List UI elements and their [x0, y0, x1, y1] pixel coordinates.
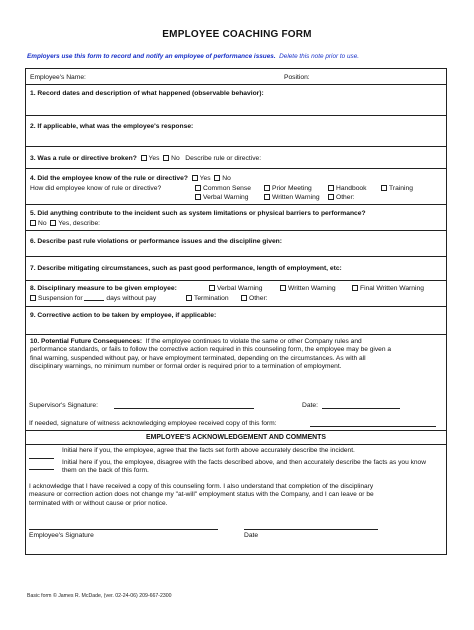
initial-disagree-line-2: them on the back of this form.	[62, 467, 149, 475]
q4-how-line	[30, 184, 161, 193]
question-6-label: 6. Describe past rule violations or performance issues and the discipline given:	[30, 238, 282, 245]
question-6-row[interactable]	[26, 231, 446, 257]
question-1-label: 1. Record dates and description of what happened (observable behavior):	[30, 90, 264, 97]
employee-date-label: Date	[244, 532, 259, 539]
initial-agree-line[interactable]	[29, 458, 54, 459]
employee-signature-label: Employee's Signature	[29, 532, 94, 539]
witness-signature-label: If needed, signature of witness acknowledging employee received copy of this form:	[29, 420, 277, 427]
q4-training-checkbox[interactable]	[381, 185, 387, 191]
ack-section	[26, 430, 446, 555]
supervisor-signature-label: Supervisor's Signature:	[29, 402, 98, 409]
q8-written-warning-label: Written Warning	[288, 285, 336, 292]
q3-yes-checkbox[interactable]	[141, 155, 147, 161]
q5-no-label: No	[38, 220, 47, 227]
q3-yes-label: Yes	[148, 155, 160, 162]
q8-written-warning-checkbox[interactable]	[280, 285, 286, 291]
q10-line-4: disciplinary warnings, no minimum number or formal order is required prior to a termination of employment.	[30, 363, 342, 371]
q8-final-written-warning-checkbox[interactable]	[352, 285, 358, 291]
q4-training-label: Training	[389, 185, 413, 192]
ack-heading: EMPLOYEE'S ACKNOWLEDGEMENT AND COMMENTS	[146, 434, 326, 441]
employee-info-row	[26, 69, 446, 85]
q4-prior-meeting-label: Prior Meeting	[272, 185, 312, 192]
ack-statement-line-3: terminated with or without cause or prior notice.	[29, 499, 168, 507]
witness-signature-line[interactable]	[310, 426, 436, 427]
supervisor-signature-line[interactable]	[114, 408, 254, 409]
usage-note-bold: Employers use this form to record and notify an employee of performance issues.	[27, 53, 276, 60]
q5-yes-label[interactable]: Yes, describe:	[58, 220, 101, 227]
q3-describe-label[interactable]: Describe rule or directive:	[185, 155, 262, 162]
ack-statement-line-2: measure or correction action does not change my "at-will" employment status with the Company, and I can leave or be	[29, 491, 374, 499]
initial-disagree-text	[62, 459, 446, 476]
q8-verbal-warning-label: Verbal Warning	[217, 285, 263, 292]
q8-suspension-checkbox[interactable]	[30, 295, 36, 301]
q4-yes-label: Yes	[199, 175, 211, 182]
question-4-row	[26, 169, 446, 205]
question-5-row	[26, 205, 446, 231]
q4-written-warning-checkbox[interactable]	[264, 194, 270, 200]
q3-no-checkbox[interactable]	[163, 155, 169, 161]
question-8-label: 8. Disciplinary measure to be given employee:	[30, 285, 177, 292]
form-title: EMPLOYEE COACHING FORM	[162, 29, 312, 40]
q8-days-input[interactable]	[84, 300, 104, 301]
q4-verbal-warning-checkbox[interactable]	[195, 194, 201, 200]
q4-verbal-warning-label: Verbal Warning	[203, 194, 249, 201]
q8-days-label: days without pay	[106, 295, 157, 302]
initial-disagree-line[interactable]	[29, 469, 54, 470]
employee-signature-line[interactable]	[29, 529, 218, 530]
coaching-form	[25, 68, 447, 555]
question-7-row[interactable]	[26, 257, 446, 281]
q8-other-label[interactable]: Other:	[249, 295, 268, 302]
question-9-label: 9. Corrective action to be taken by employee, if applicable:	[30, 312, 217, 319]
supervisor-date-label: Date:	[302, 402, 318, 409]
usage-note-rest: Delete this note prior to use.	[279, 53, 360, 60]
ack-statement	[29, 483, 445, 508]
employee-date-line[interactable]	[244, 529, 378, 530]
q4-written-warning-label: Written Warning	[272, 194, 320, 201]
q4-yes-checkbox[interactable]	[192, 175, 198, 181]
question-2-label: 2. If applicable, what was the employee's response:	[30, 123, 194, 130]
q4-handbook-checkbox[interactable]	[328, 185, 334, 191]
question-9-row[interactable]	[26, 307, 446, 335]
ack-statement-line-1: I acknowledge that I have received a copy of this counseling form. I also understand that completion of the disciplinary	[29, 483, 374, 490]
q8-termination-checkbox[interactable]	[186, 295, 192, 301]
q4-common-sense-label: Common Sense	[203, 185, 251, 192]
question-8-row	[26, 281, 446, 307]
q10-line-1: If the employee continues to violate the same or other Company rules and	[145, 338, 362, 345]
q8-other-checkbox[interactable]	[241, 295, 247, 301]
ack-heading-divider	[26, 444, 446, 445]
q8-verbal-warning-checkbox[interactable]	[209, 285, 215, 291]
supervisor-date-line[interactable]	[322, 408, 400, 409]
q4-other-checkbox[interactable]	[328, 194, 334, 200]
q8-suspension-label: Suspension for	[38, 295, 83, 302]
initial-agree-text: Initial here if you, the employee, agree that the facts set forth above accurately describe the incident.	[62, 447, 355, 454]
q4-prior-meeting-checkbox[interactable]	[264, 185, 270, 191]
form-footer: Basic form © James R. McDade, (ver. 02-24-06) 209-667-2300	[27, 593, 172, 599]
q5-no-checkbox[interactable]	[30, 220, 36, 226]
question-4-label: 4. Did the employee know of the rule or directive?	[30, 175, 188, 182]
question-3-row	[26, 147, 446, 169]
question-5-label: 5. Did anything contribute to the incident such as system limitations or physical barriers to performance?	[30, 210, 366, 217]
q4-no-label: No	[222, 175, 231, 182]
q4-other-label: Other:	[336, 194, 355, 201]
question-7-label: 7. Describe mitigating circumstances, such as past good performance, length of employment, etc:	[30, 265, 342, 272]
q4-common-sense-checkbox[interactable]	[195, 185, 201, 191]
q3-no-label: No	[171, 155, 180, 162]
question-3-label: 3. Was a rule or directive broken?	[30, 155, 137, 162]
q4-no-checkbox[interactable]	[214, 175, 220, 181]
q8-final-written-warning-label: Final Written Warning	[360, 285, 424, 292]
q10-line-3: final warning, suspended without pay, or have employment terminated, depending on the circumstances. As with all	[30, 354, 366, 362]
question-1-row[interactable]	[26, 85, 446, 116]
employee-name-label[interactable]: Employee's Name:	[30, 74, 86, 81]
usage-note	[27, 53, 457, 60]
initial-disagree-line-1: Initial here if you, the employee, disagree with the facts described above, and then accurately describe the facts as you know	[62, 459, 426, 466]
q5-yes-checkbox[interactable]	[50, 220, 56, 226]
question-10-text	[30, 338, 444, 372]
question-10-label: 10. Potential Future Consequences:	[30, 338, 143, 345]
q4-handbook-label: Handbook	[336, 185, 367, 192]
q4-how-label: How did employee know of rule or directive?	[30, 185, 162, 192]
q8-termination-label: Termination	[194, 295, 229, 302]
question-10-row	[26, 335, 446, 380]
question-2-row[interactable]	[26, 116, 446, 147]
position-label[interactable]: Position:	[284, 74, 310, 81]
q10-line-2: performance standards, or fails to follow the corrective action required in this counseling form, the employee may be given a	[30, 346, 392, 354]
